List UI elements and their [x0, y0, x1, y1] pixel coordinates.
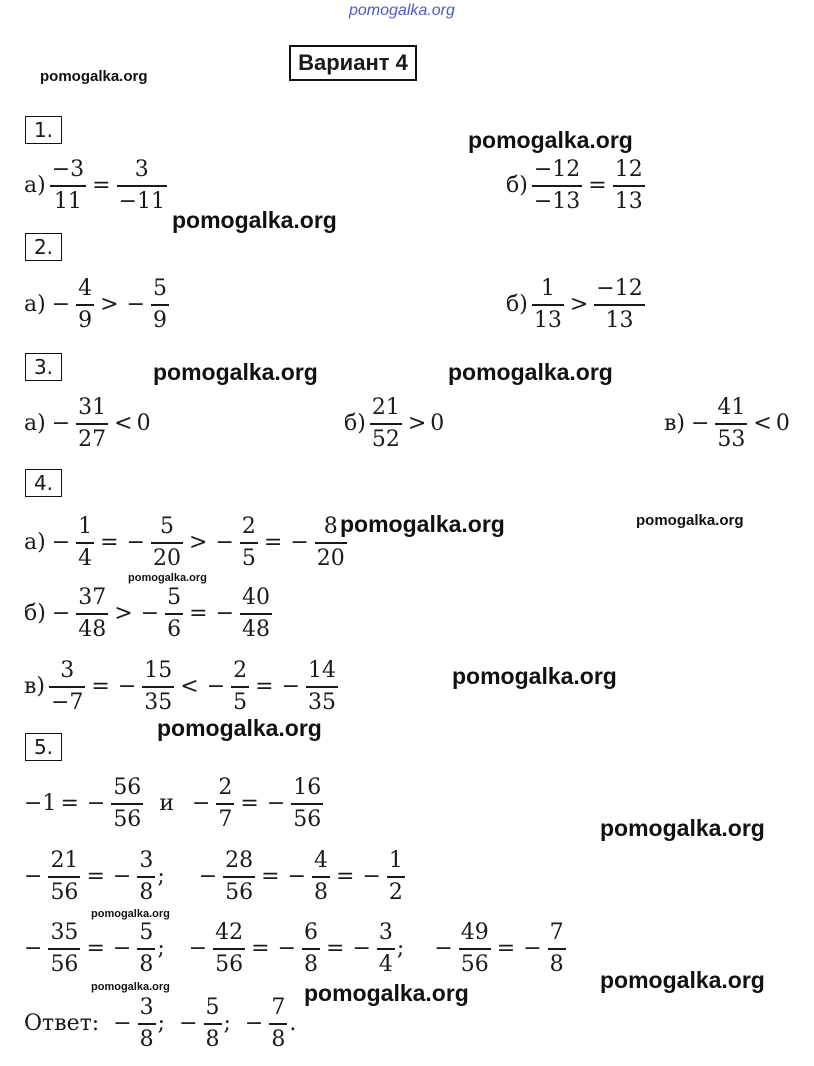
- task4-a: а) − $\frac{1}{4}$ = − $\frac{5}{20}$ > − $\frac{2}{5}$ = − $\frac{8}{20}$: [24, 512, 349, 574]
- task4-b: б) − $\frac{37}{48}$ > − $\frac{5}{6}$ = − $\frac{40}{48}$: [24, 583, 274, 645]
- watermark: pomogalka.org: [448, 359, 613, 385]
- task-number-1: 1.: [25, 116, 62, 144]
- answer-label: Ответ:: [24, 1011, 100, 1037]
- fraction: $\frac{-12}{-13}$: [533, 157, 581, 214]
- fraction: $\frac{14}{35}$: [308, 658, 337, 715]
- fraction: $\frac{7}{8}$: [271, 995, 286, 1052]
- task-number-3: 3.: [25, 353, 62, 381]
- fraction: $\frac{40}{48}$: [242, 585, 271, 642]
- fraction: $\frac{3}{-7}$: [50, 658, 84, 715]
- fraction: $\frac{-3}{11}$: [51, 157, 85, 214]
- watermark: pomogalka.org: [468, 127, 633, 153]
- fraction: $\frac{2}{5}$: [233, 658, 248, 715]
- label-b: б): [506, 173, 528, 199]
- fraction: $\frac{5}{20}$: [153, 514, 182, 571]
- fraction: $\frac{49}{56}$: [460, 920, 489, 977]
- fraction: $\frac{41}{53}$: [717, 395, 746, 452]
- variant-title: Вариант 4: [289, 45, 417, 81]
- watermark: pomogalka.org: [157, 715, 322, 741]
- fraction: $\frac{12}{13}$: [614, 157, 643, 214]
- fraction: $\frac{35}{56}$: [50, 920, 79, 977]
- watermark: pomogalka.org: [600, 815, 765, 841]
- fraction: $\frac{1}{4}$: [78, 514, 93, 571]
- fraction: $\frac{28}{56}$: [225, 848, 254, 905]
- task2-a: а) − $\frac{4}{9}$ > − $\frac{5}{9}$: [24, 274, 171, 336]
- fraction: $\frac{21}{56}$: [50, 848, 79, 905]
- fraction: $\frac{1}{13}$: [533, 276, 562, 333]
- task3-b: б) $\frac{21}{52}$ > 0: [344, 393, 444, 455]
- task1-a: а) $\frac{-3}{11}$ = $\frac{3}{-11}$: [24, 155, 169, 217]
- fraction: $\frac{5}{9}$: [153, 276, 168, 333]
- task1-b: б) $\frac{-12}{-13}$ = $\frac{12}{13}$: [506, 155, 647, 217]
- fraction: $\frac{3}{8}$: [139, 995, 154, 1052]
- watermark: pomogalka.org: [452, 663, 617, 689]
- task3-a: а) − $\frac{31}{27}$ < 0: [24, 393, 151, 455]
- fraction: $\frac{21}{52}$: [371, 395, 400, 452]
- task-number-2: 2.: [25, 233, 62, 261]
- watermark: pomogalka.org: [340, 511, 505, 537]
- fraction: $\frac{3}{-11}$: [118, 157, 166, 214]
- fraction: $\frac{2}{5}$: [241, 514, 256, 571]
- fraction: $\frac{1}{2}$: [388, 848, 403, 905]
- fraction: $\frac{5}{8}$: [139, 920, 154, 977]
- watermark: pomogalka.org: [40, 68, 148, 85]
- fraction: $\frac{4}{9}$: [78, 276, 93, 333]
- task3-v: в) − $\frac{41}{53}$ < 0: [664, 393, 790, 455]
- watermark: pomogalka.org: [304, 980, 469, 1006]
- watermark: pomogalka.org: [91, 981, 170, 993]
- watermark: pomogalka.org: [636, 512, 744, 529]
- task4-v: в) $\frac{3}{-7}$ = − $\frac{15}{35}$ < − $\frac{2}{5}$ = − $\frac{14}{35}$: [24, 656, 340, 718]
- task5-line2: − $\frac{21}{56}$ = − $\frac{3}{8}$ ; − $\frac{28}{56}$ = − $\frac{4}{8}$ = − $\frac{1}{2}$: [20, 846, 407, 908]
- watermark: pomogalka.org: [172, 207, 337, 233]
- watermark: pomogalka.org: [153, 359, 318, 385]
- fraction: $\frac{31}{27}$: [78, 395, 107, 452]
- fraction: $\frac{8}{20}$: [316, 514, 345, 571]
- fraction: $\frac{56}{56}$: [113, 775, 142, 832]
- task5-line1: −1 = − $\frac{56}{56}$ и − $\frac{2}{7}$ = − $\frac{16}{56}$: [24, 773, 325, 835]
- fraction: $\frac{4}{8}$: [314, 848, 329, 905]
- watermark: pomogalka.org: [600, 967, 765, 993]
- watermark-top: pomogalka.org: [349, 2, 455, 19]
- answer-line: Ответ: − $\frac{3}{8}$ ; − $\frac{5}{8}$ ; − $\frac{7}{8}$ .: [24, 993, 296, 1055]
- fraction: $\frac{42}{56}$: [215, 920, 244, 977]
- fraction: $\frac{5}{8}$: [205, 995, 220, 1052]
- task5-line3: − $\frac{35}{56}$ = − $\frac{5}{8}$ ; − $\frac{42}{56}$ = − $\frac{6}{8}$ = − $\frac{3}{4}$ ; − $\frac{49}{56}$ = − $\frac{7}{8}$: [20, 918, 568, 980]
- fraction: $\frac{5}{6}$: [167, 585, 182, 642]
- watermark: pomogalka.org: [91, 908, 170, 920]
- task-number-4: 4.: [25, 469, 62, 497]
- watermark: pomogalka.org: [128, 572, 207, 584]
- fraction: $\frac{-12}{13}$: [596, 276, 643, 333]
- fraction: $\frac{16}{56}$: [293, 775, 322, 832]
- fraction: $\frac{2}{7}$: [218, 775, 233, 832]
- fraction: $\frac{3}{8}$: [139, 848, 154, 905]
- task2-b: б) $\frac{1}{13}$ > $\frac{-12}{13}$: [506, 274, 647, 336]
- fraction: $\frac{3}{4}$: [378, 920, 393, 977]
- label-a: а): [24, 173, 46, 199]
- task-number-5: 5.: [25, 733, 62, 761]
- fraction: $\frac{7}{8}$: [549, 920, 564, 977]
- fraction: $\frac{15}{35}$: [144, 658, 173, 715]
- fraction: $\frac{6}{8}$: [304, 920, 319, 977]
- fraction: $\frac{37}{48}$: [78, 585, 107, 642]
